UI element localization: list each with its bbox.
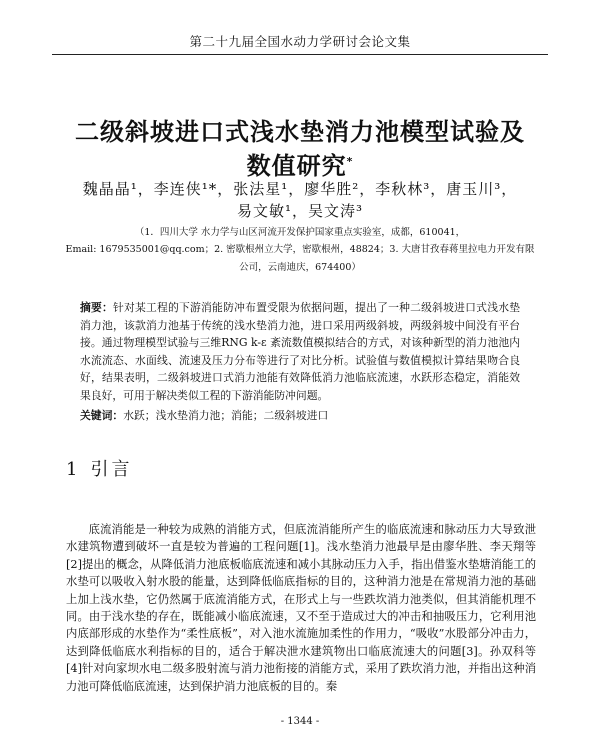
author-list-line-1: 魏晶晶¹，李连侠¹*，张法星¹，廖华胜²，李秋林³，唐玉川³， [82, 180, 518, 198]
section-number: 1 [66, 459, 81, 480]
header-divider [52, 54, 548, 55]
page-number: - 1344 - [280, 716, 320, 727]
paper-title-line-1 [40, 112, 560, 147]
paper-title-line-2 [40, 146, 560, 181]
section-title: 引言 [90, 459, 133, 480]
title-text-2: 数值研究 [246, 152, 347, 180]
title-text-1: 二级斜坡进口式浅水垫消力池模型试验及 [75, 118, 525, 146]
affiliation-line-3: 公司，云南迪庆，674400） [239, 262, 361, 273]
keywords-text: 水跃；浅水垫消力池；消能；二级斜坡进口 [123, 409, 329, 422]
affiliation-line-1: （1．四川大学 水力学与山区河流开发保护国家重点实验室，成都，610041， [134, 227, 466, 238]
abstract [80, 299, 520, 404]
affiliation-line-2: Email: 1679535001@qq.com；2. 密歇根州立大学，密歇根州，48824；3. 大唐甘孜春蒋里拉电力开发有限 [65, 244, 535, 255]
keywords [80, 407, 520, 424]
author-list-line-2: 易文敏¹，吴文涛³ [236, 202, 364, 220]
abstract-text: 针对某工程的下游消能防冲布置受限为依据问题，提出了一种二级斜坡进口式浅水垫消力池，该款消力池基于传统的浅水垫消力池，进口采用两级斜坡，两级斜坡中间没有平台接。通过物理模型试验与三维RNG k-ε 紊流数值模拟结合的方式，对该种新型的消力池池内水流流态、水面线、流速及压力分布等进行了对比分析。试验值与数值模拟计算结果吻合良好，结果表明，二级斜坡进口式消力池能有效降低消力池临底流速，水跃形态稳定，消能效果良好，可用于解决类似工程的下游消能防冲问题。 [80, 301, 520, 402]
keywords-label: 关键词： [80, 409, 124, 422]
body-paragraph: 底流消能是一种较为成熟的消能方式，但底流消能所产生的临底流速和脉动压力大导致泄水建筑物遭到破坏一直是较为普遍的工程问题[1]。浅水垫消力池最早是由廖华胜、李天翔等[2]提出的概念，从降低消力池底板临底流速和减小其脉动压力入手，指出借鉴水垫塘消能工的水垫可以吸收入射水股的能量，达到降低临底指标的目的，这种消力池是在常规消力池的基础上加上浅水垫，它仍然属于底流消能方式，在形式上与一些跌坎消力池类似，但其消能机理不同。由于浅水垫的存在，既能减小临底流速，又不至于造成过大的冲击和抽吸压力，它利用池内底部形成的水垫作为“柔性底板”，对入池水流施加柔性的作用力，“吸收”水股部分冲击力，达到降低临底水利指标的目的，适合于解决泄水建筑物出口临底流速大的问题[3]。孙双科等[4]针对向家坝水电二级多股射流与消力池衔接的消能方式，采用了跌坎消力池，并指出这种消力池可降低临底流速，达到保护消力池底板的目的。秦 [66, 523, 536, 693]
title-footnote-mark: * [346, 155, 354, 168]
abstract-label: 摘要： [80, 301, 114, 314]
running-header: 第二十九届全国水动力学研讨会论文集 [189, 34, 411, 49]
section-heading [66, 455, 132, 481]
